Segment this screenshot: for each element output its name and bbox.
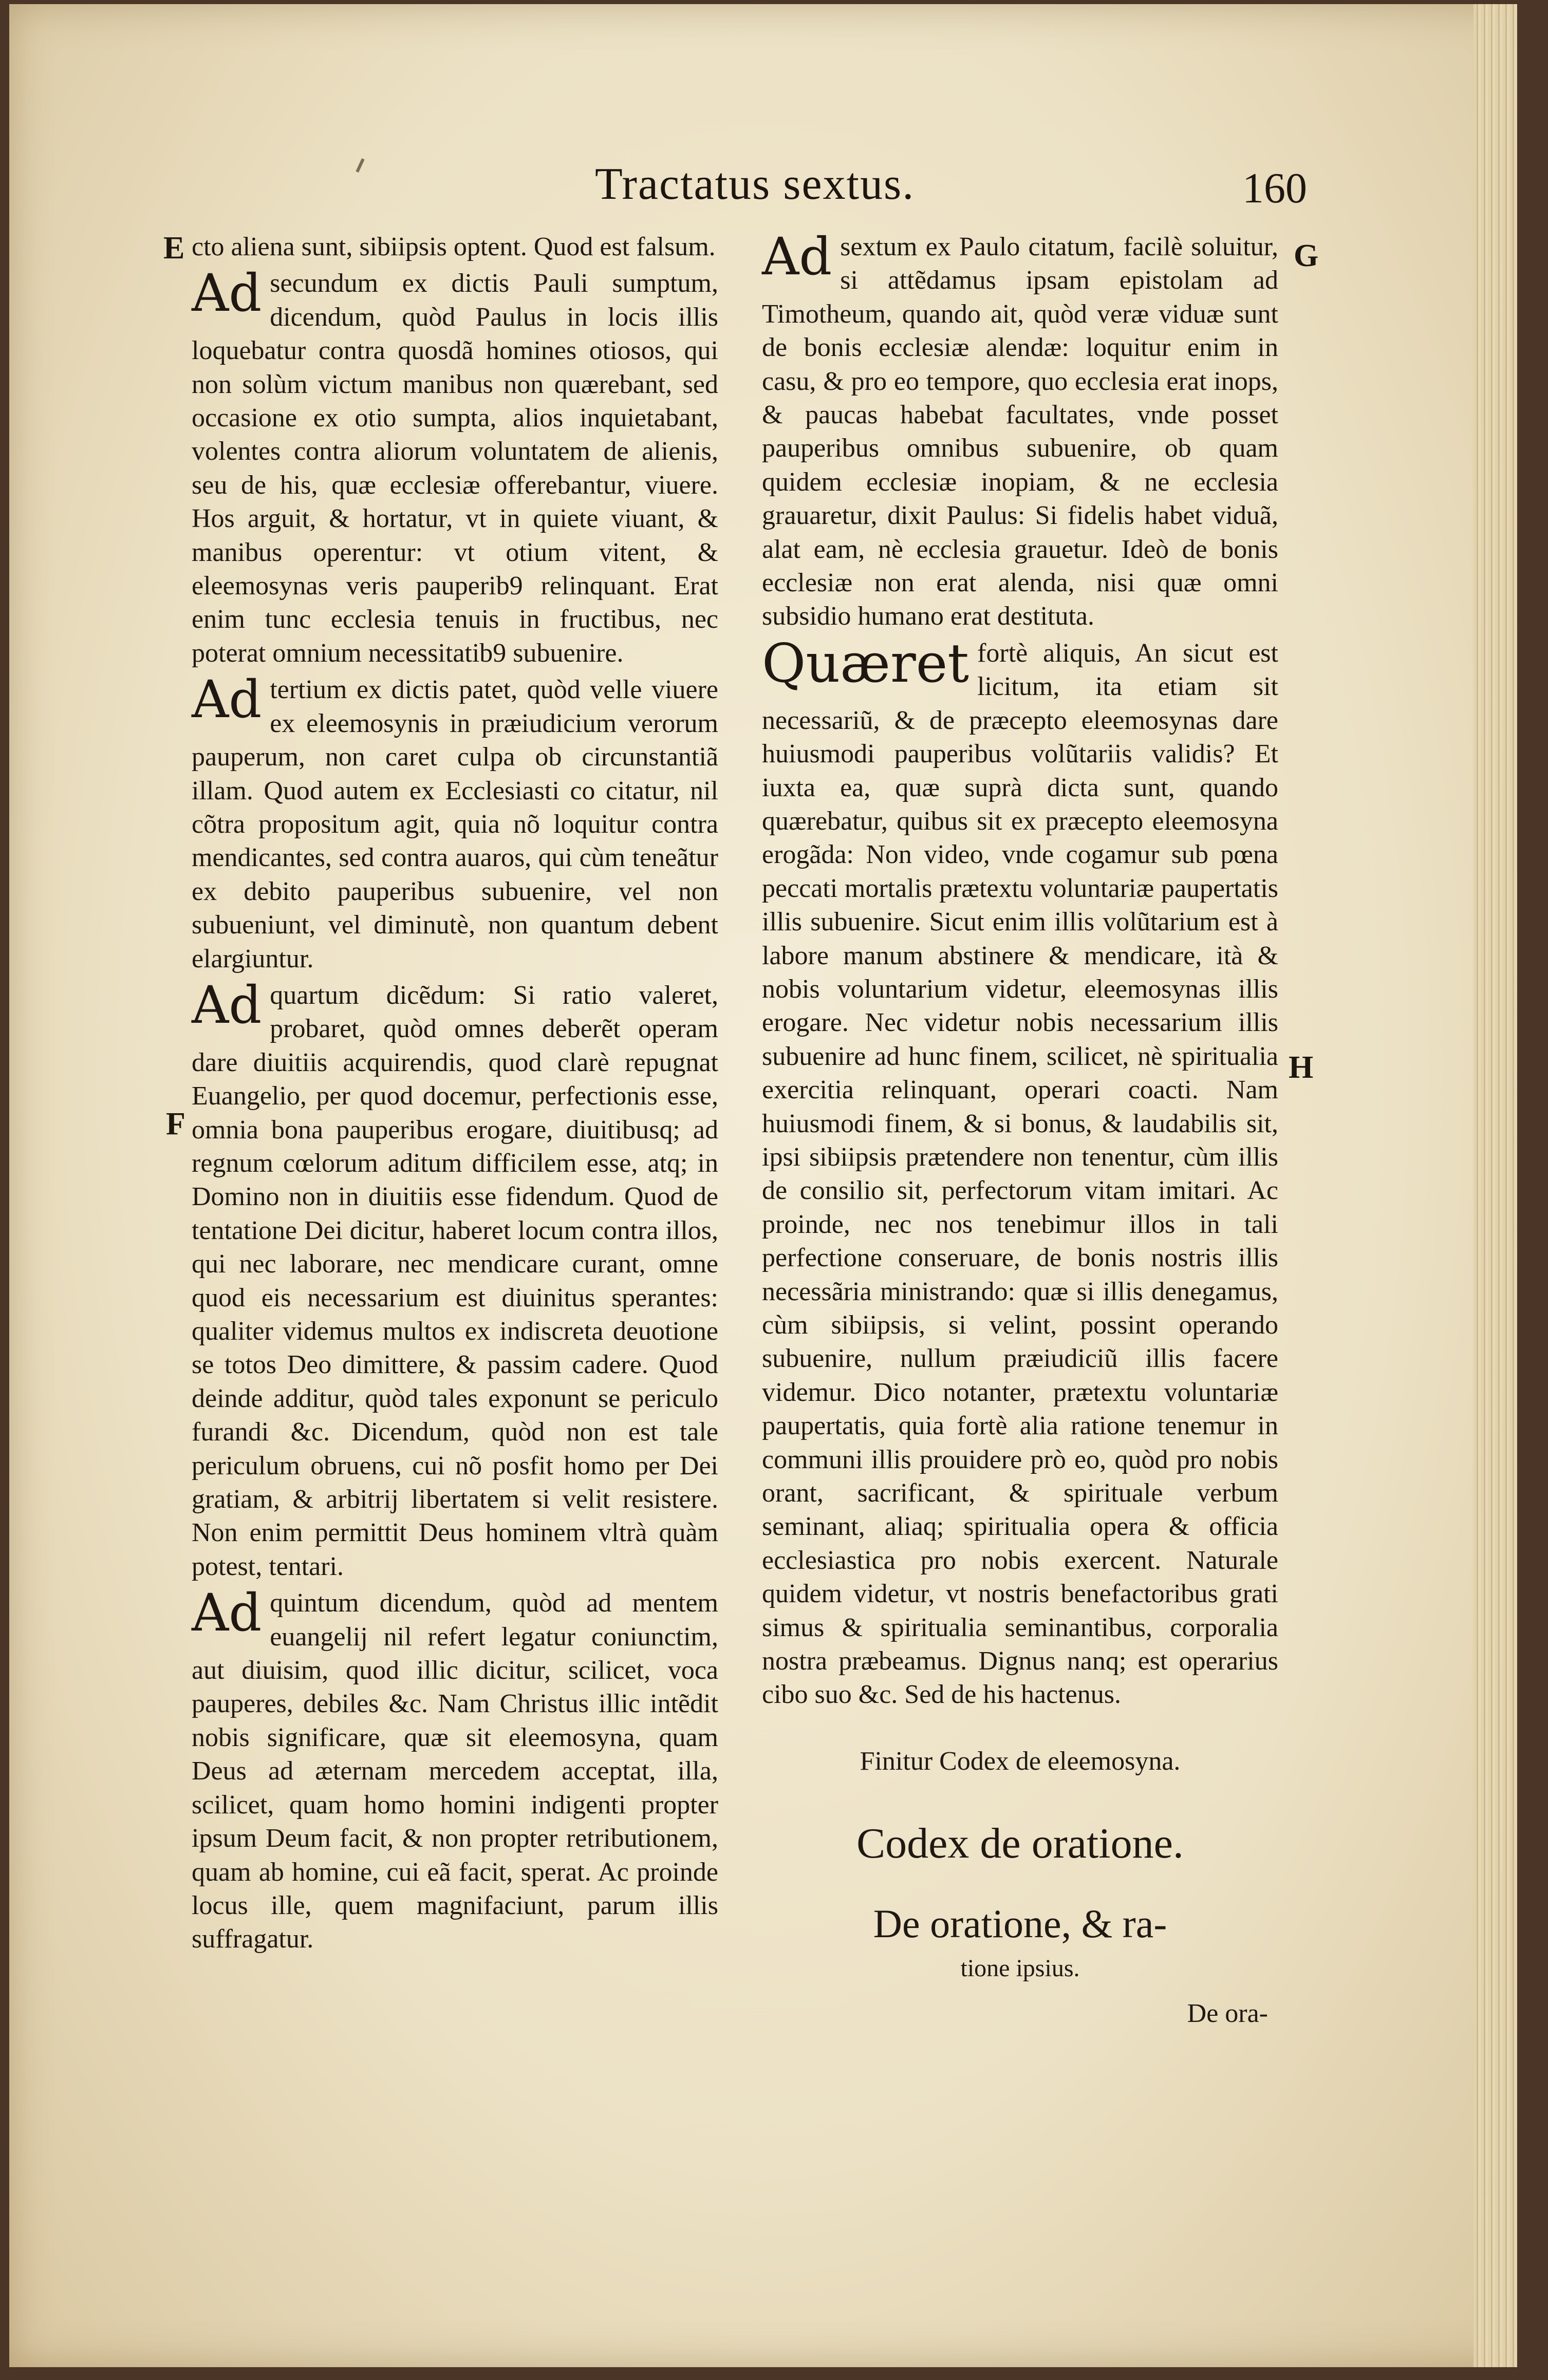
drop-word: Quæret — [762, 631, 969, 695]
closing-note: Finitur Codex de eleemosyna. — [860, 1746, 1181, 1776]
drop-word: Ad — [762, 227, 832, 287]
section-title-continued: tione ipsius. — [960, 1955, 1080, 1982]
codex-title: Codex de oratione. — [856, 1820, 1184, 1868]
page-stack-edge — [1474, 4, 1517, 2367]
paragraph-text: fortè aliquis, An sicut est licitum, ita etiam sit necessariũ, & de præcepto eleemosynas dare huiusmodi pauperibus volũtariis validis? Et iuxta ea, quæ suprà dicta sunt, quando quærebatur, quibus sit ex præcepto eleemosyna erogãda: Non video, vnde cogamur sub pœna peccati mortalis prætextu voluntariæ paupertatis illis subuenire. Sicut enim illis volũtarium est à labore manum abstinere & mendicare, ità & nobis voluntarium videtur, eleemosynas illis erogare. Nec videtur nobis necessarium illis subuenire ad hunc finem, scilicet, nè spiritualia exercitia relinquant, operari coacti. Nam huiusmodi finem, & si bonus, & laudabilis sit, ipsi sibiipsis prætendere non tenentur, cùm illis de consilio sit, perfectorum vitam imitari. Ac proinde, nec nos tenebimur illos in tali perfectione conseruare, de bonis nostris illis necessãria ministrando: quæ si illis denegamus, cùm sibiipsis, si velint, possint operando subuenire, nullum præiudiciũ illis facere videmur. Dico notanter, prætextu voluntariæ paupertatis, quia fortè alia ratione tenemur in communi illis prouidere prò eo, quòd pro nobis orant, sacrificant, & spirituale verbum seminant, aliaq; spiritualia opera & officia ecclesiastica pro nobis exercent. Naturale quidem videtur, vt nostris benefactoribus grati simus & spiritualia seminantibus, corporalia nostra præbeamus. Dignus nanq; est operarius cibo suo &c. Sed de his hactenus. — [762, 638, 1278, 1710]
drop-word: Ad — [192, 263, 262, 324]
paragraph-6 — [762, 227, 1278, 633]
book-page — [9, 4, 1517, 2367]
right-column — [762, 227, 1278, 2030]
paragraph-4 — [192, 975, 718, 1583]
paragraph-7 — [762, 631, 1278, 1712]
margin-letter-f: F — [166, 1107, 185, 1141]
folio-number: 160 — [1242, 164, 1307, 212]
paragraph-5 — [192, 1583, 718, 1956]
drop-word: Ad — [192, 1583, 262, 1643]
paragraph-1: cto aliena sunt, sibiipsis optent. Quod est falsum. — [192, 232, 716, 261]
paragraph-text: quartum dicẽdum: Si ratio valeret, probaret, quòd omnes deberẽt operam dare diuitiis acquirendis, quod clarè repugnat Euangelio, per quod docemur, perfectionis esse, omnia bona pauperibus erogare, diuitibusq; ad regnum cœlorum aditum difficilem esse, atq; in Domino non in diuitiis esse fidendum. Quod de tentatione Dei dicitur, haberet locum contra illos, qui nec laborare, nec mendicare curant, omne quod eis necessarium est diuinitus sperantes: qualiter videmus multos ex indiscreta deuotione se totos Deo dimittere, & passim cadere. Quod deinde additur, quòd tales exponunt se periculo furandi &c. Dicendum, quòd non est tale periculum obruens, cui nõ posfit homo per Dei gratiam, & arbitrij libertatem si velit resistere. Non enim permittit Deus hominem vltrà quàm potest, tentari. — [192, 980, 718, 1581]
catchword: De ora- — [1187, 1998, 1268, 2028]
paragraph-text: secundum ex dictis Pauli sumptum, dicendum, quòd Paulus in locis illis loquebatur contra quosdã homines otiosos, qui non solùm victum manibus non quærebant, sed occasione ex otio sumpta, alios inquietabant, volentes contra aliorum voluntatem de alienis, seu de his, quæ ecclesiæ offerebantur, viuere. Hos arguit, & hortatur, vt in quiete viuant, & manibus operentur: vt otium vitent, & eleemosynas veris pauperib9 relinquant. Erat enim tunc ecclesia tenuis in fructibus, nec poterat omnium necessitatib9 subuenire. — [192, 269, 718, 668]
section-title: De oratione, & ra- — [873, 1901, 1167, 1946]
drop-word: Ad — [192, 975, 262, 1035]
paragraph-3 — [192, 669, 718, 976]
drop-word: Ad — [192, 669, 262, 730]
margin-letter-e: E — [163, 231, 185, 266]
page-header — [9, 158, 1517, 220]
margin-letter-g: G — [1294, 238, 1319, 273]
running-title: Tractatus sextus. — [595, 159, 915, 209]
left-column — [192, 230, 718, 1959]
paragraph-text: sextum ex Paulo citatum, facilè soluitur, si attẽdamus ipsam epistolam ad Timotheum, quando ait, quòd veræ viduæ sunt de bonis ecclesiæ alendæ: loquitur enim in casu, & pro eo tempore, quo ecclesia erat inops, & paucas habebat facultates, vnde posset pauperibus omnibus subuenire, ob quam quidem ecclesiæ inopiam, & ne ecclesia grauaretur, dixit Paulus: Si fidelis habet viduã, alat eam, nè ecclesia grauetur. Ideò de bonis ecclesiæ non erat alenda, nisi quæ omni subsidio humano erat destituta. — [762, 232, 1278, 631]
paragraph-text: tertium ex dictis patet, quòd velle viuere ex eleemosynis in præiudicium verorum pauperum, non caret culpa ob circunstantiã illam. Quod autem ex Ecclesiasti co citatur, nil cõtra propositum agit, quia nõ loquitur contra mendicantes, sed contra auaros, qui cùm teneãtur ex debito pauperibus subuenire, vel non subueniunt, vel diminutè, non quantum debent elargiuntur. — [192, 675, 718, 973]
paragraph-text: quintum dicendum, quòd ad mentem euangelij nil refert legatur coniunctim, aut diuisim, quod illic dicitur, scilicet, voca pauperes, debiles &c. Nam Christus illic intẽdit nobis significare, quæ sit eleemosyna, quam Deus ad æternam mercedem acceptat, illa, scilicet, quam homo homini indigenti propter ipsum Deum facit, & non propter retributionem, quam ab homine, cui eã facit, sperat. Ac proinde locus ille, quem magnifaciunt, parum illis suffragatur. — [192, 1588, 718, 1954]
paragraph-2 — [192, 263, 718, 670]
margin-letter-h: H — [1289, 1050, 1314, 1085]
